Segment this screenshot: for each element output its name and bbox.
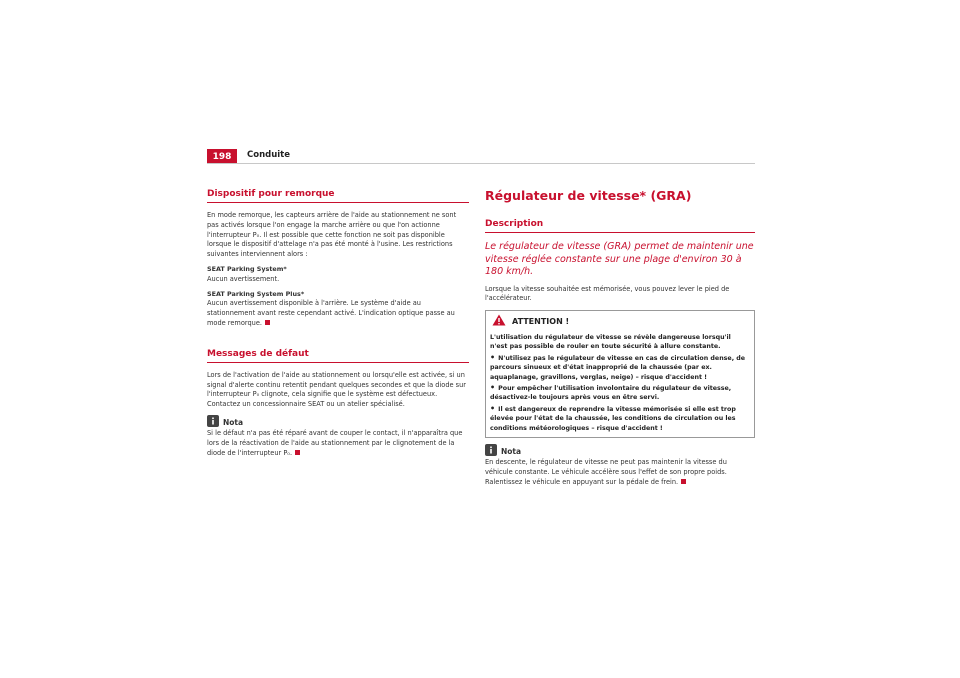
section-title-errors: Messages de défaut bbox=[207, 348, 469, 363]
section-title-description: Description bbox=[485, 218, 755, 233]
chapter-title: Conduite bbox=[247, 150, 291, 160]
page-number: 198 bbox=[207, 149, 237, 164]
attention-bullet bbox=[490, 404, 750, 433]
attention-bullet bbox=[490, 383, 750, 403]
bullet-icon: • bbox=[490, 403, 496, 413]
sps-plus-text: Aucun avertissement disponible à l'arrière. Le système d'aide au stationnement avant reste cependant activé. L'indication optique passe au mode remorque. bbox=[207, 299, 455, 327]
attention-bullet-text: Il est dangereux de reprendre la vitesse mémorisée si elle est trop élevée pour l'état de la chaussée, les conditions de circulation ou les conditions météorologiques – risque d'accident ! bbox=[490, 405, 736, 432]
left-column bbox=[207, 188, 469, 463]
sps-label: SEAT Parking System* bbox=[207, 264, 287, 273]
lead-text: Le régulateur de vitesse (GRA) permet de maintenir une vitesse réglée constante sur une plage d'environ 30 à 180 km/h. bbox=[485, 241, 754, 277]
trailer-paragraph: En mode remorque, les capteurs arrière de l'aide au stationnement ne sont pas activés lorsque l'on engage la marche arrière ou que l'on actionne l'interrupteur P₀. Il est possible que cette fonction ne soit pas disponible lorsque le dispositif d'attelage n'a pas été monté à l'usine. Les restrictions suivantes interviennent alors : bbox=[207, 211, 457, 259]
attention-heading bbox=[486, 311, 754, 333]
nota-paragraph bbox=[207, 429, 469, 458]
info-note-icon bbox=[207, 415, 219, 427]
attention-intro: L'utilisation du régulateur de vitesse se révèle dangereuse lorsqu'il n'est pas possible de rouler en toute sécurité à allure constante. bbox=[490, 333, 731, 351]
attention-bullet-text: Pour empêcher l'utilisation involontaire du régulateur de vitesse, désactivez-le toujours après vous en être servi. bbox=[490, 384, 732, 402]
bullet-icon: • bbox=[490, 352, 496, 362]
attention-box bbox=[485, 310, 755, 438]
bullet-icon: • bbox=[490, 382, 496, 392]
nota-heading bbox=[207, 415, 469, 427]
end-mark bbox=[265, 320, 270, 325]
sps-plus-paragraph bbox=[207, 299, 469, 328]
nota-label: Nota bbox=[223, 417, 244, 427]
end-mark bbox=[681, 479, 686, 484]
description-paragraph: Lorsque la vitesse souhaitée est mémorisée, vous pouvez lever le pied de l'accélérateur. bbox=[485, 284, 730, 303]
section-title-trailer: Dispositif pour remorque bbox=[207, 188, 469, 203]
nota-paragraph bbox=[485, 458, 755, 487]
sps-plus-label: SEAT Parking System Plus* bbox=[207, 289, 305, 298]
end-mark bbox=[295, 450, 300, 455]
main-title: Régulateur de vitesse* (GRA) bbox=[485, 188, 692, 203]
right-column bbox=[485, 188, 755, 492]
nota-text: En descente, le régulateur de vitesse ne peut pas maintenir la vitesse du véhicule constante. Le véhicule accélère sous l'effet de son propre poids. Ralentissez le véhicule en appuyant sur la pédale de frein. bbox=[485, 457, 727, 486]
attention-bullet bbox=[490, 353, 750, 382]
warning-triangle-icon bbox=[492, 314, 506, 330]
nota-label: Nota bbox=[501, 446, 522, 456]
nota-heading bbox=[485, 444, 755, 456]
errors-paragraph: Lors de l'activation de l'aide au stationnement ou lorsqu'elle est activée, si un signal d'alerte continu retentit pendant quelques secondes et que la diode sur l'interrupteur P₀ clignote, cela signifie que le système est défectueux. Contactez un concessionnaire SEAT ou un atelier spécialisé. bbox=[207, 370, 466, 409]
info-note-icon bbox=[485, 444, 497, 456]
header-divider bbox=[207, 163, 755, 164]
sps-text: Aucun avertissement. bbox=[207, 274, 280, 283]
nota-text: Si le défaut n'a pas été réparé avant de couper le contact, il n'apparaîtra que lors de la réactivation de l'aide au stationnement par le clignotement de la diode de l'interrupteur P₀. bbox=[207, 428, 463, 457]
attention-body bbox=[486, 333, 754, 437]
attention-bullet-text: N'utilisez pas le régulateur de vitesse en cas de circulation dense, de parcours sinueux et d'état inapproprié de la chaussée (par ex. aquaplanage, gravillons, verglas, neige) – risque d'accident ! bbox=[490, 354, 746, 381]
attention-title: ATTENTION ! bbox=[512, 317, 570, 327]
